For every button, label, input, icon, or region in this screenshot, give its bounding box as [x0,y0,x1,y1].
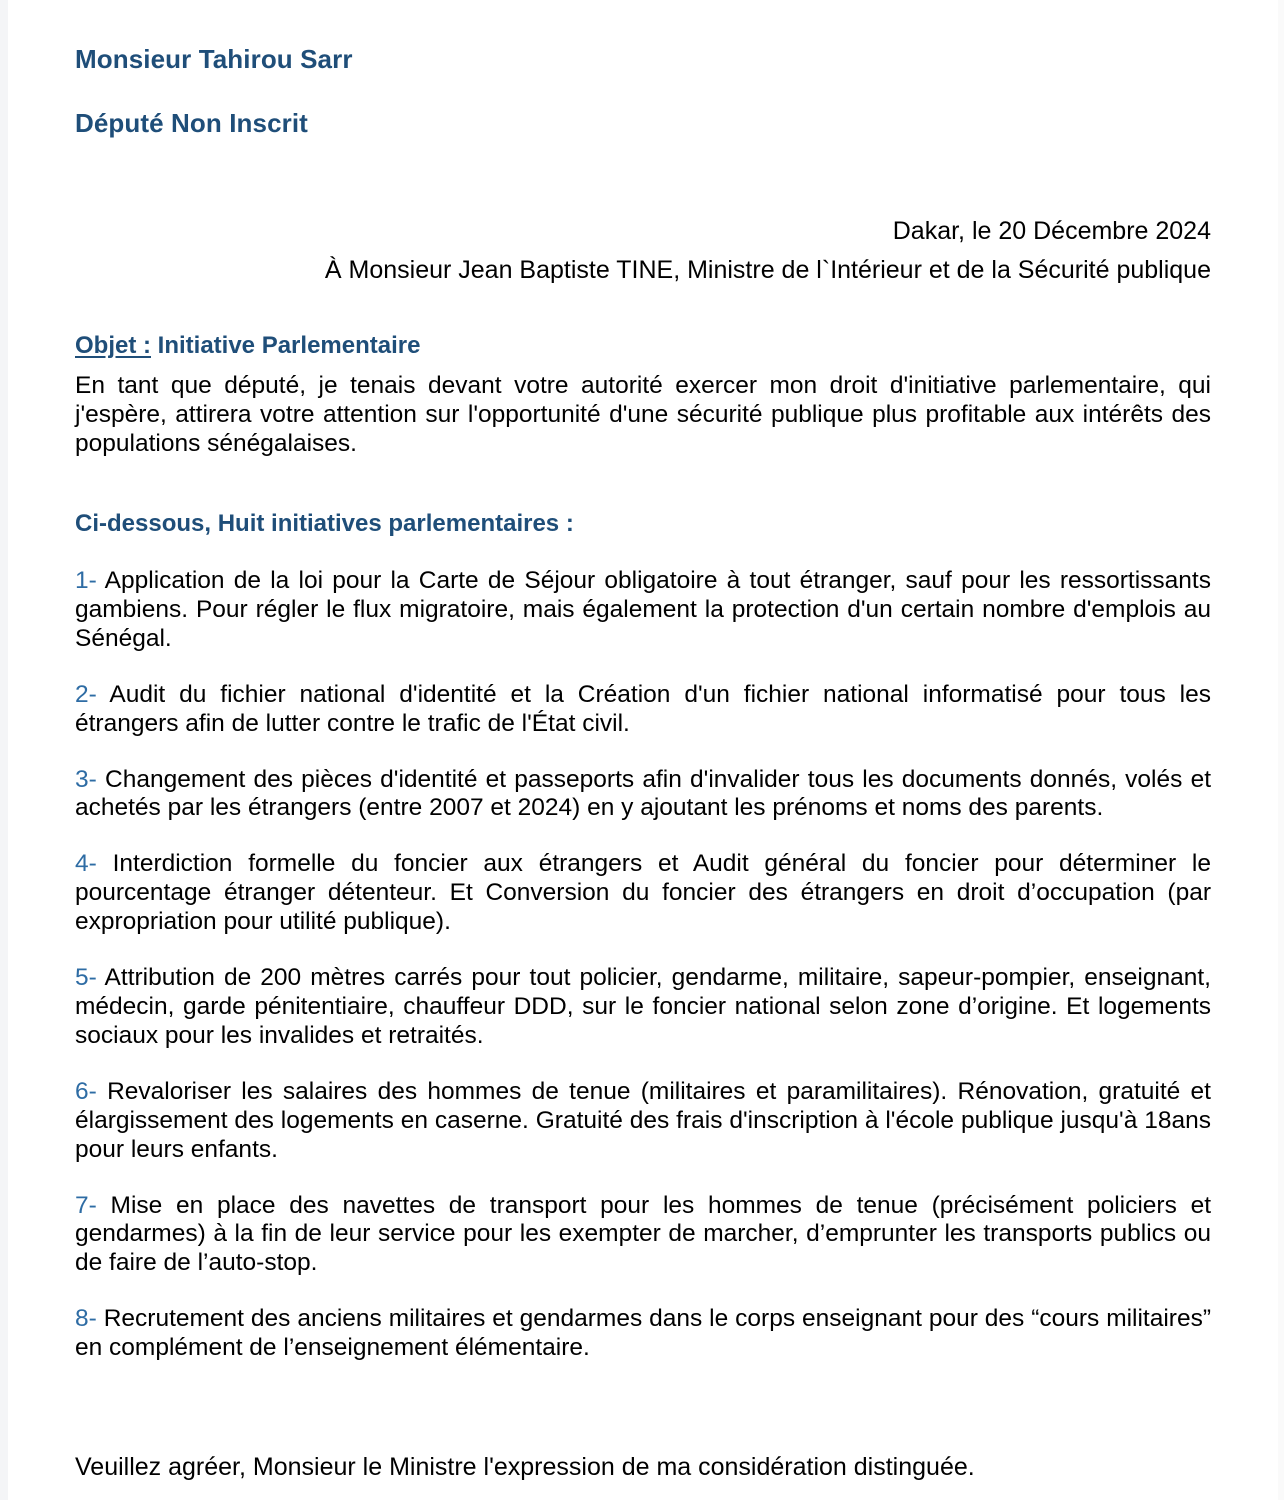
place-and-date: Dakar, le 20 Décembre 2024 [892,217,1211,245]
list-item [75,850,1211,937]
objet-value: Initiative Parlementaire [157,331,421,359]
intro-paragraph: En tant que député, je tenais devant votre autorité exercer mon droit d'initiative parlementaire, qui j'espère, attirera votre attention sur l'opportunité d'une sécurité publique plus profitable aux intérêts des populations sénégalaises. [75,371,1211,457]
list-item-text: Mise en place des navettes de transport pour les hommes de tenue (précisément policiers et gendarmes) à la fin de leur service pour les exempter de marcher, d’emprunter les transports publics ou de faire de l’auto-stop. [75,1191,1211,1277]
page-edge-right [1278,0,1284,1500]
list-item-number: 2- [75,680,97,708]
initiatives-list [75,567,1211,1363]
list-item-text: Revaloriser les salaires des hommes de tenue (militaires et paramilitaires). Rénovation, gratuité et élargissement des logements en caserne. Gratuité des frais d'inscription à l'école publique jusqu'à 18ans pour leurs enfants. [75,1077,1211,1163]
list-item-number: 5- [75,964,97,992]
list-item-number: 4- [75,850,97,878]
list-item-number: 3- [75,765,97,793]
list-item [75,1192,1211,1279]
list-item [75,964,1211,1051]
addressing-block [75,212,1211,290]
list-item [75,766,1211,824]
list-item-text: Interdiction formelle du foncier aux étrangers et Audit général du foncier pour déterminer le pourcentage étranger détenteur. Et Conversion du foncier des étrangers en droit d’occupation (par expropriation pour utilité publique). [75,850,1211,936]
list-item-number: 6- [75,1077,97,1105]
objet-line [75,333,1211,359]
list-item [75,681,1211,739]
sender-name: Monsieur Tahirou Sarr [75,44,353,74]
list-item-text: Application de la loi pour la Carte de Séjour obligatoire à tout étranger, sauf pour les ressortissants gambiens. Pour régler le flux migratoire, mais également la protection d'un certain nombre d'emplois au Sénégal. [75,567,1211,652]
closing-salutation: Veuillez agréer, Monsieur le Ministre l'expression de ma considération distinguée. [75,1453,975,1482]
list-item-text: Changement des pièces d'identité et passeports afin d'invalider tous les documents donnés, volés et achetés par les étrangers (entre 2007 et 2024) en y ajoutant les prénoms et noms des parents. [75,765,1212,822]
list-item-text: Attribution de 200 mètres carrés pour tout policier, gendarme, militaire, sapeur-pompier, enseignant, médecin, garde pénitentiaire, chauffeur DDD, sur le foncier national selon zone d’origine. Et logements sociaux pour les invalides et retraités. [75,964,1211,1049]
sender-role: Député Non Inscrit [75,108,308,138]
list-item-number: 1- [75,567,97,594]
list-item [75,1305,1211,1363]
objet-label: Objet : [75,331,151,359]
list-item [75,1078,1211,1165]
list-item-number: 7- [75,1191,97,1219]
letterhead [75,0,1211,136]
initiatives-heading: Ci-dessous, Huit initiatives parlementaires : [75,509,574,537]
letter-content [75,0,1211,1484]
list-item-number: 8- [75,1305,97,1333]
list-item-text: Recrutement des anciens militaires et gendarmes dans le corps enseignant pour des “cours militaires” en complément de l’enseignement élémentaire. [75,1305,1211,1362]
list-item-text: Audit du fichier national d'identité et la Création d'un fichier national informatisé pour tous les étrangers afin de lutter contre le trafic de l'État civil. [75,680,1211,737]
recipient-line: À Monsieur Jean Baptiste TINE, Ministre de l`Intérieur et de la Sécurité publique [324,255,1211,284]
list-item [75,567,1211,654]
page-edge-left [0,0,8,1500]
